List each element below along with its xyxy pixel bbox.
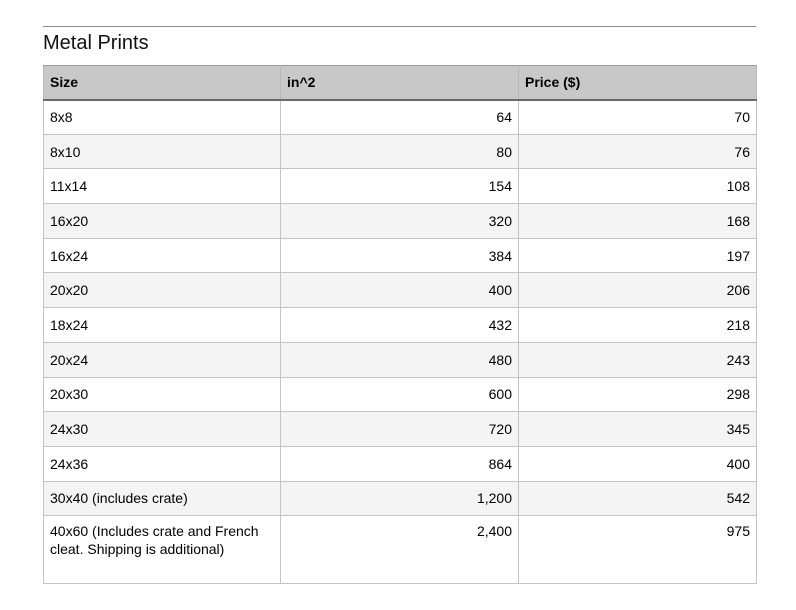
cell-size: 16x24 bbox=[44, 238, 281, 273]
page-title: Metal Prints bbox=[43, 32, 149, 54]
table-row bbox=[44, 342, 757, 377]
cell-size: 20x30 bbox=[44, 377, 281, 412]
table-row bbox=[44, 377, 757, 412]
cell-size: 18x24 bbox=[44, 308, 281, 343]
cell-size: 20x24 bbox=[44, 342, 281, 377]
table-row bbox=[44, 516, 757, 584]
header-area: in^2 bbox=[281, 66, 519, 100]
table-header-row bbox=[44, 66, 757, 100]
cell-size: 20x20 bbox=[44, 273, 281, 308]
header-size: Size bbox=[44, 66, 281, 100]
cell-area: 384 bbox=[281, 238, 519, 273]
metal-prints-table bbox=[43, 65, 757, 584]
table-row bbox=[44, 169, 757, 204]
cell-price: 108 bbox=[519, 169, 757, 204]
cell-area: 480 bbox=[281, 342, 519, 377]
cell-price: 345 bbox=[519, 412, 757, 447]
cell-area: 2,400 bbox=[281, 516, 519, 584]
cell-area: 80 bbox=[281, 134, 519, 169]
cell-price: 70 bbox=[519, 100, 757, 135]
cell-price: 975 bbox=[519, 516, 757, 584]
cell-price: 76 bbox=[519, 134, 757, 169]
cell-size: 8x10 bbox=[44, 134, 281, 169]
cell-area: 64 bbox=[281, 100, 519, 135]
cell-price: 542 bbox=[519, 481, 757, 516]
table-row bbox=[44, 308, 757, 343]
table-row bbox=[44, 134, 757, 169]
cell-area: 400 bbox=[281, 273, 519, 308]
table-row bbox=[44, 100, 757, 135]
cell-area: 1,200 bbox=[281, 481, 519, 516]
cell-area: 864 bbox=[281, 446, 519, 481]
cell-size: 30x40 (includes crate) bbox=[44, 481, 281, 516]
top-divider bbox=[43, 26, 756, 27]
cell-area: 154 bbox=[281, 169, 519, 204]
cell-area: 720 bbox=[281, 412, 519, 447]
cell-area: 600 bbox=[281, 377, 519, 412]
table-row bbox=[44, 273, 757, 308]
table-row bbox=[44, 238, 757, 273]
cell-size: 16x20 bbox=[44, 204, 281, 239]
cell-price: 168 bbox=[519, 204, 757, 239]
table-row bbox=[44, 481, 757, 516]
cell-price: 400 bbox=[519, 446, 757, 481]
cell-size: 11x14 bbox=[44, 169, 281, 204]
cell-price: 218 bbox=[519, 308, 757, 343]
header-price: Price ($) bbox=[519, 66, 757, 100]
cell-size: 24x30 bbox=[44, 412, 281, 447]
cell-price: 243 bbox=[519, 342, 757, 377]
table-row bbox=[44, 412, 757, 447]
table-row bbox=[44, 446, 757, 481]
cell-size: 40x60 (Includes crate and French cleat. Shipping is additional) bbox=[44, 516, 281, 584]
cell-area: 432 bbox=[281, 308, 519, 343]
cell-price: 197 bbox=[519, 238, 757, 273]
table-row bbox=[44, 204, 757, 239]
cell-size: 24x36 bbox=[44, 446, 281, 481]
cell-price: 206 bbox=[519, 273, 757, 308]
cell-area: 320 bbox=[281, 204, 519, 239]
cell-price: 298 bbox=[519, 377, 757, 412]
cell-size: 8x8 bbox=[44, 100, 281, 135]
